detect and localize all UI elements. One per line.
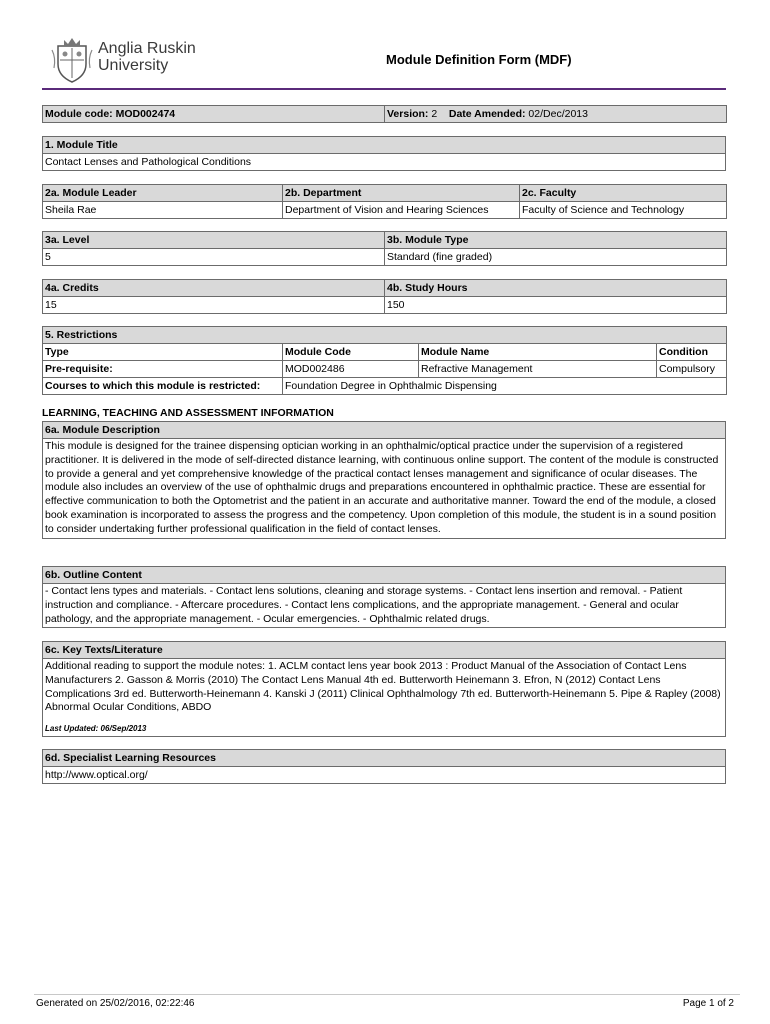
module-code-cell: Module code: MOD002474 xyxy=(43,106,385,123)
col-module-name: Module Name xyxy=(419,344,657,361)
faculty-value: Faculty of Science and Technology xyxy=(520,202,727,219)
module-title-value: Contact Lenses and Pathological Conditions xyxy=(43,154,726,171)
footer-rule xyxy=(34,994,740,995)
leader-label: 2a. Module Leader xyxy=(43,185,283,202)
col-condition: Condition xyxy=(657,344,727,361)
prereq-condition: Compulsory xyxy=(657,361,727,378)
courses-restricted-label: Courses to which this module is restricted: xyxy=(43,378,283,395)
version-label: Version: xyxy=(387,108,429,120)
restrictions-label: 5. Restrictions xyxy=(43,327,727,344)
level-value: 5 xyxy=(43,249,385,266)
department-label: 2b. Department xyxy=(283,185,520,202)
faculty-label: 2c. Faculty xyxy=(520,185,727,202)
last-updated: Last Updated: 06/Sep/2013 xyxy=(45,724,147,734)
restrictions-table xyxy=(42,326,727,395)
col-type: Type xyxy=(43,344,283,361)
module-code-table xyxy=(42,105,727,123)
study-hours-value: 150 xyxy=(385,297,727,314)
description-text: This module is designed for the trainee dispensing optician working in an ophthalmic/optical practice under the supervision of a registered practitioner. It is delivered in the mode of self-directed distance learning, with continuous online support. The content of the module is constructed to provide a general and yet comprehensive knowledge of the practical contact lenses management and significance of ocular diseases. The module also includes an overview of the use of ophthalmic drugs and preparations encountered in ophthalmic practice. These are essential for effective communication to both the Optometrist and the patient in an accurate and authoritative manner. Toward the end of the module, a closed book examination is incorporated to assess the progress and the competency. Upon completion of this module, the student is in a sound position to consider undertaking further professional qualification in the field of contact lenses. xyxy=(43,439,726,539)
outline-label: 6b. Outline Content xyxy=(43,567,726,584)
level-table xyxy=(42,231,727,266)
prereq-name: Refractive Management xyxy=(419,361,657,378)
generated-timestamp: Generated on 25/02/2016, 02:22:46 xyxy=(36,998,195,1009)
credits-table xyxy=(42,279,727,314)
lta-heading: LEARNING, TEACHING AND ASSESSMENT INFORMATION xyxy=(42,407,334,419)
description-table xyxy=(42,421,726,539)
crest-icon xyxy=(50,36,94,84)
version-date-cell xyxy=(385,106,727,123)
logo-line-1: Anglia Ruskin xyxy=(98,40,196,57)
outline-table xyxy=(42,566,726,628)
credits-label: 4a. Credits xyxy=(43,280,385,297)
form-title: Module Definition Form (MDF) xyxy=(386,52,572,67)
credits-value: 15 xyxy=(43,297,385,314)
description-label: 6a. Module Description xyxy=(43,422,726,439)
university-logo xyxy=(50,36,220,86)
level-label: 3a. Level xyxy=(43,232,385,249)
leader-table xyxy=(42,184,727,219)
outline-text: - Contact lens types and materials. - Contact lens solutions, cleaning and storage systems. - Contact lens insertion and removal. - Patient instruction and compliance. - Aftercare procedures. - Contact lens complications, and the appropriate management. - General and ocular pathology, and the appropriate management. - Ocular emergencies. - Ophthalmic related drugs. xyxy=(43,584,726,628)
resources-link[interactable]: http://www.optical.org/ xyxy=(43,767,726,784)
key-texts-table xyxy=(42,641,726,737)
module-type-label: 3b. Module Type xyxy=(385,232,727,249)
study-hours-label: 4b. Study Hours xyxy=(385,280,727,297)
date-amended-label: Date Amended: xyxy=(448,108,526,120)
resources-table xyxy=(42,749,726,784)
courses-restricted-value: Foundation Degree in Ophthalmic Dispensing xyxy=(283,378,727,395)
version-value: 2 xyxy=(431,108,438,120)
page-number: Page 1 of 2 xyxy=(682,998,734,1009)
date-amended-value: 02/Dec/2013 xyxy=(528,108,588,120)
module-title-label: 1. Module Title xyxy=(43,137,726,154)
resources-label: 6d. Specialist Learning Resources xyxy=(43,750,726,767)
key-texts-text: Additional reading to support the module notes: 1. ACLM contact lens year book 2013 : Product Manual of the Association of Contact Lens Manufacturers 2. Gasson & Morris (2010) The Contact Lens Manual 4th ed. Butterworth Heinemann 3. Efron, N (2012) Contact Lens Complications 3rd ed. Butterworth-Heinemann 4. Kanski J (2011) Clinical Ophthalmology 7th ed. Butterworth-Heinemann 5. Pipe & Rapley (2008) Abnormal Ocular Conditions, ABDO xyxy=(45,660,721,714)
key-texts-cell xyxy=(43,659,726,737)
col-module-code: Module Code xyxy=(283,344,419,361)
prereq-label: Pre-requisite: xyxy=(43,361,283,378)
leader-value: Sheila Rae xyxy=(43,202,283,219)
header-rule xyxy=(42,88,726,90)
key-texts-label: 6c. Key Texts/Literature xyxy=(43,642,726,659)
module-title-table xyxy=(42,136,726,171)
prereq-code: MOD002486 xyxy=(283,361,419,378)
logo-line-2: University xyxy=(98,57,169,74)
department-value: Department of Vision and Hearing Sciences xyxy=(283,202,520,219)
module-type-value: Standard (fine graded) xyxy=(385,249,727,266)
